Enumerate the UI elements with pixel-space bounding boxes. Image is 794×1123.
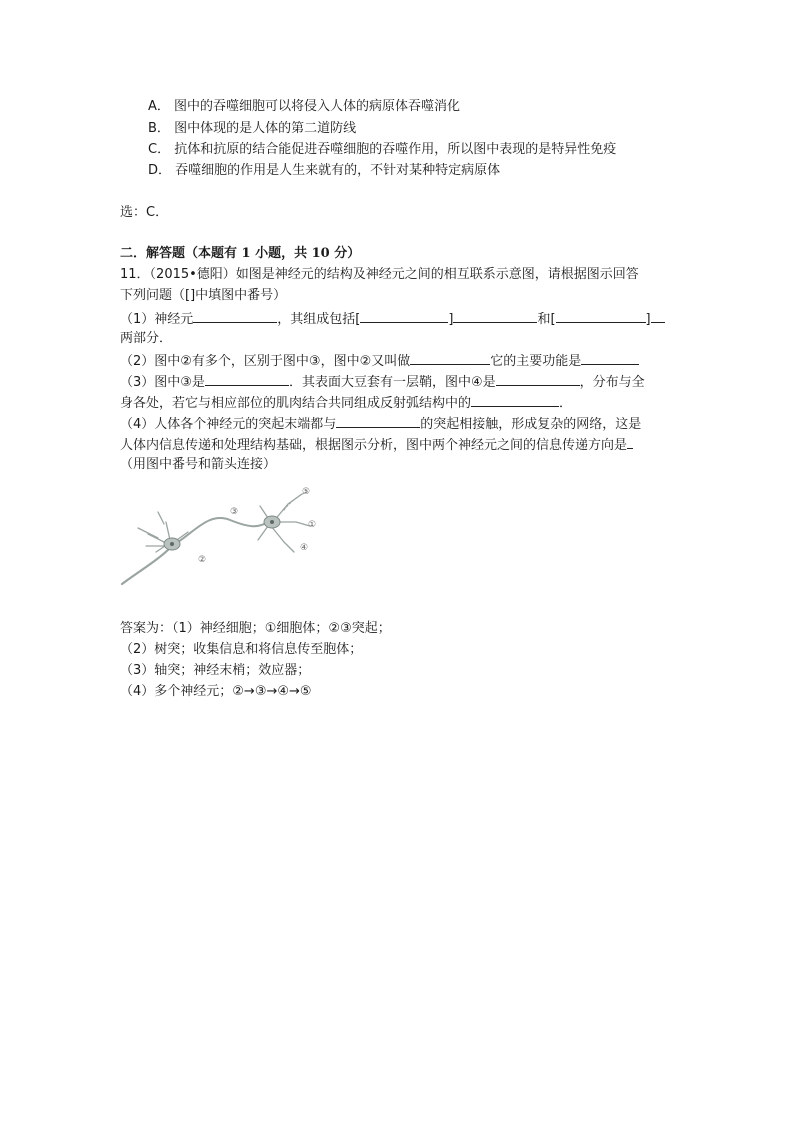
- figure-label-3: ③: [230, 507, 239, 517]
- option-d: [148, 161, 500, 181]
- option-letter: A．: [148, 99, 170, 114]
- neuron-figure: [118, 482, 332, 588]
- figure-label-4: ④: [300, 543, 309, 553]
- question-part-3-cont: 身各处，若它与相应部位的肌肉结合共同组成反射弧结构中的 ．: [120, 392, 572, 414]
- answer-blank[interactable]: [205, 371, 289, 386]
- figure-label-5: ⑤: [302, 487, 311, 497]
- answer-blank[interactable]: [360, 308, 448, 323]
- answer-line-1: 答案为：（1）神经细胞；①细胞体；②③突起；: [120, 621, 391, 636]
- option-letter: C．: [148, 142, 171, 157]
- answer-blank[interactable]: [556, 308, 646, 323]
- question-part-1-end: 两部分．: [120, 331, 173, 346]
- option-letter: B．: [148, 121, 170, 136]
- answer-blank[interactable]: [336, 413, 420, 428]
- option-c: [148, 140, 616, 160]
- option-text: 抗体和抗原的结合能促进吞噬细胞的吞噬作用，所以图中表现的是特异性免疫: [174, 142, 617, 157]
- answer-line-3: （3）轴突；神经末梢；效应器；: [120, 663, 311, 678]
- answer-blank[interactable]: [453, 308, 537, 323]
- figure-label-1: ①: [308, 520, 317, 530]
- answer-line-4: （4）多个神经元；②→③→④→⑤: [120, 684, 312, 699]
- answer-blank[interactable]: [651, 308, 665, 323]
- question-part-4-cont: 人体内信息传递和处理结构基础，根据图示分析，图中两个神经元之间的信息传递方向是: [120, 434, 633, 456]
- option-letter: D．: [148, 163, 172, 178]
- question-part-1: （1）神经元 ，其组成包括[ ] 和[ ]: [120, 308, 665, 330]
- figure-label-2: ②: [198, 555, 207, 565]
- answer-blank[interactable]: [410, 350, 490, 365]
- answer-line-2: （2）树突；收集信息和将信息传至胞体；: [120, 642, 363, 657]
- answer-blank[interactable]: [193, 308, 277, 323]
- option-text: 图中的吞噬细胞可以将侵入人体的病原体吞噬消化: [174, 99, 461, 114]
- question-part-4: （4）人体各个神经元的突起末端都与 的突起相接触，形成复杂的网络，这是: [120, 413, 641, 435]
- axon-connecting: [178, 518, 268, 542]
- question-part-3: （3）图中③是 ．其表面大豆套有一层鞘，图中④是 ，分布与全: [120, 371, 645, 393]
- answer-blank[interactable]: [496, 371, 580, 386]
- option-b: [148, 119, 356, 139]
- answer-blank[interactable]: [581, 350, 639, 365]
- answer-blank[interactable]: [627, 434, 633, 449]
- question-part-4-end: （用图中番号和箭头连接）: [120, 457, 277, 472]
- question-intro-1: 11．（2015•德阳）如图是神经元的结构及神经元之间的相互联系示意图，请根据图示回答: [120, 267, 639, 282]
- question-intro-2: 下列问题（[]中填图中番号）: [120, 288, 287, 303]
- selected-answer: 选：C．: [120, 205, 169, 220]
- axon-left: [122, 548, 170, 584]
- option-text: 吞噬细胞的作用是人生来就有的，不针对某种特定病原体: [175, 163, 501, 178]
- answer-blank[interactable]: [471, 392, 559, 407]
- option-a: [148, 97, 460, 117]
- question-part-2: （2）图中②有多个，区别于图中③，图中②又叫做 它的主要功能是: [120, 350, 639, 372]
- option-text: 图中体现的是人体的第二道防线: [174, 121, 357, 136]
- section-title: 二．解答题（本题有 1 小题，共 10 分）: [120, 246, 361, 261]
